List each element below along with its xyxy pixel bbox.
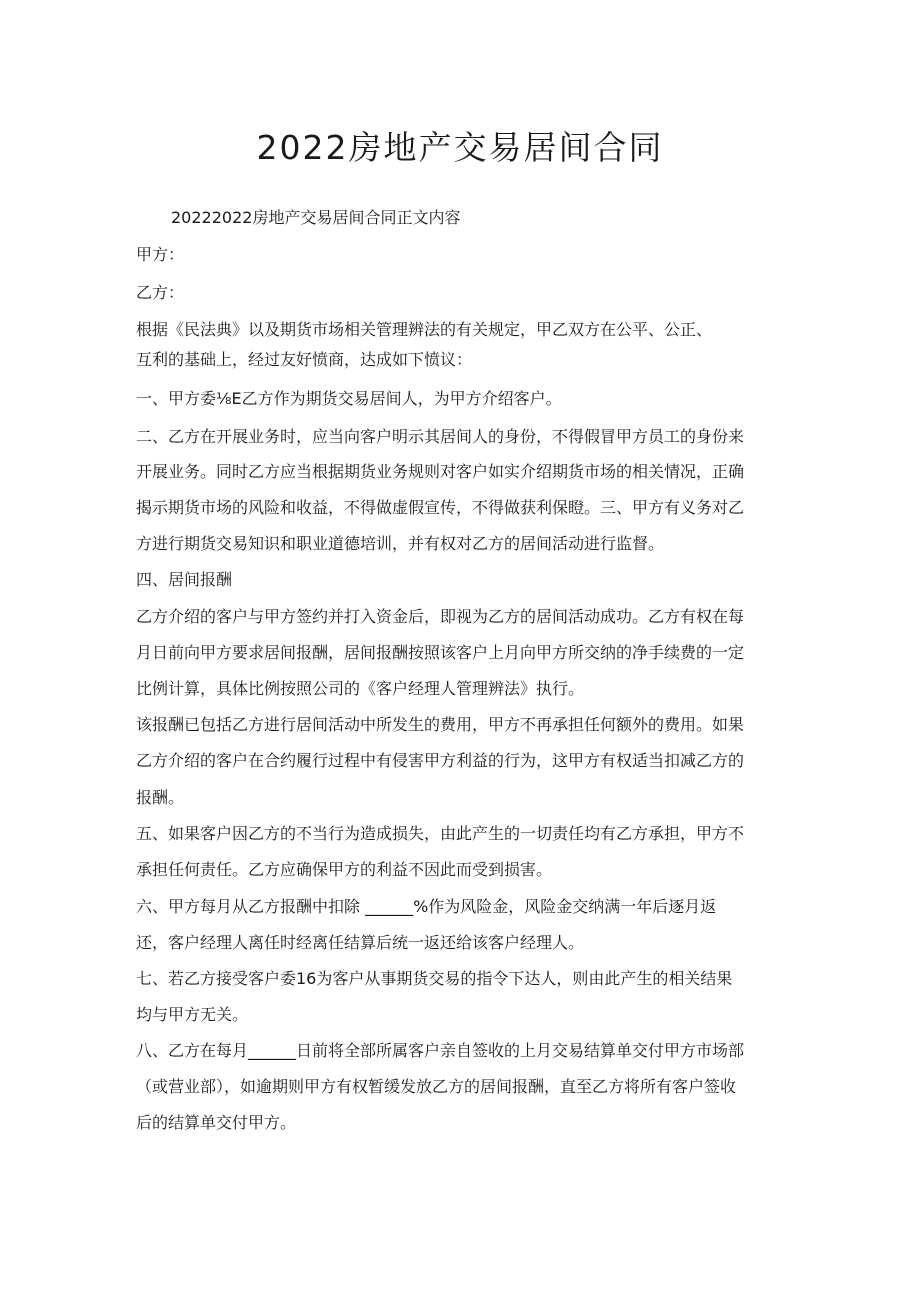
clause-5-line: 五、如果客户因乙方的不当行为造成损失，由此产生的一切责任均有乙方承担，甲方不 — [136, 824, 745, 843]
clause-4-heading: 四、居间报酬 — [136, 570, 233, 589]
clause-4-line: 该报酬已包括乙方进行居间活动中所发生的费用，甲方不再承担任何额外的费用。如果 — [136, 715, 745, 734]
clause-5-line: 承担任何责任。乙方应确保甲方的利益不因此而受到损害。 — [136, 860, 553, 879]
clause-6-line: 六、甲方每月从乙方报酬中扣除 ______%作为风险金，风险金交纳满一年后逐月返 — [136, 897, 717, 916]
clause-7-line: 均与甲方无关。 — [136, 1005, 249, 1024]
clause-4-line: 月日前向甲方要求居间报酬，居间报酬按照该客户上月向甲方所交纳的净手续费的一定 — [136, 643, 745, 662]
clause-2-line: 揭示期货市场的风险和收益，不得做虚假宣传，不得做获利保瞪。三、甲方有义务对乙 — [136, 498, 745, 517]
paragraph-line: 互利的基础上，经过友好愤商，达成如下愤议： — [136, 350, 473, 369]
clause-8-line: 后的结算单交付甲方。 — [136, 1113, 297, 1132]
clause-4-line: 报酬。 — [136, 788, 185, 807]
clause-4-line: 乙方介绍的客户与甲方签约并打入资金后，即视为乙方的居间活动成功。乙方有权在每 — [136, 607, 745, 626]
clause-2-line: 开展业务。同时乙方应当根据期货业务规则对客户如实介绍期货市场的相关情况，正确 — [136, 462, 745, 481]
clause-4-line: 乙方介绍的客户在合约履行过程中有侵害甲方利益的行为，这甲方有权适当扣减乙方的 — [136, 751, 745, 770]
clause-1-line: 一、甲方委⅛E乙方作为期货交易居间人，为甲方介绍客户。 — [136, 389, 562, 408]
clause-7-line: 七、若乙方接受客户委16为客户从事期货交易的指令下达人，则由此产生的相关结果 — [136, 969, 733, 988]
party-a-line: 甲方： — [136, 245, 185, 264]
clause-8-line: 八、乙方在每月______日前将全部所属客户亲自签收的上月交易结算单交付甲方市场部 — [136, 1041, 745, 1060]
clause-3-line: 方进行期货交易知识和职业道德培训，并有权对乙方的居间活动进行监督。 — [136, 534, 665, 553]
clause-8-line: （或营业部），如逾期则甲方有权暂缓发放乙方的居间报酬，直至乙方将所有客户签收 — [136, 1077, 737, 1096]
document-title: 2022房地产交易居间合同 — [256, 128, 664, 167]
party-b-line: 乙方： — [136, 283, 185, 302]
paragraph-line: 根据《民法典》以及期货市场相关管理辨法的有关规定，甲乙双方在公平、公正、 — [136, 320, 713, 339]
clause-6-line: 还，客户经理人离任时经离任结算后统一返还给该客户经理人。 — [136, 933, 585, 952]
document-subtitle: 20222022房地产交易居间合同正文内容 — [171, 208, 461, 227]
clause-4-line: 比例计算，具体比例按照公司的《客户经理人管理辨法》执行。 — [136, 679, 585, 698]
clause-2-line: 二、乙方在开展业务时，应当向客户明示其居间人的身份，不得假冒甲方员工的身份来 — [136, 427, 745, 446]
